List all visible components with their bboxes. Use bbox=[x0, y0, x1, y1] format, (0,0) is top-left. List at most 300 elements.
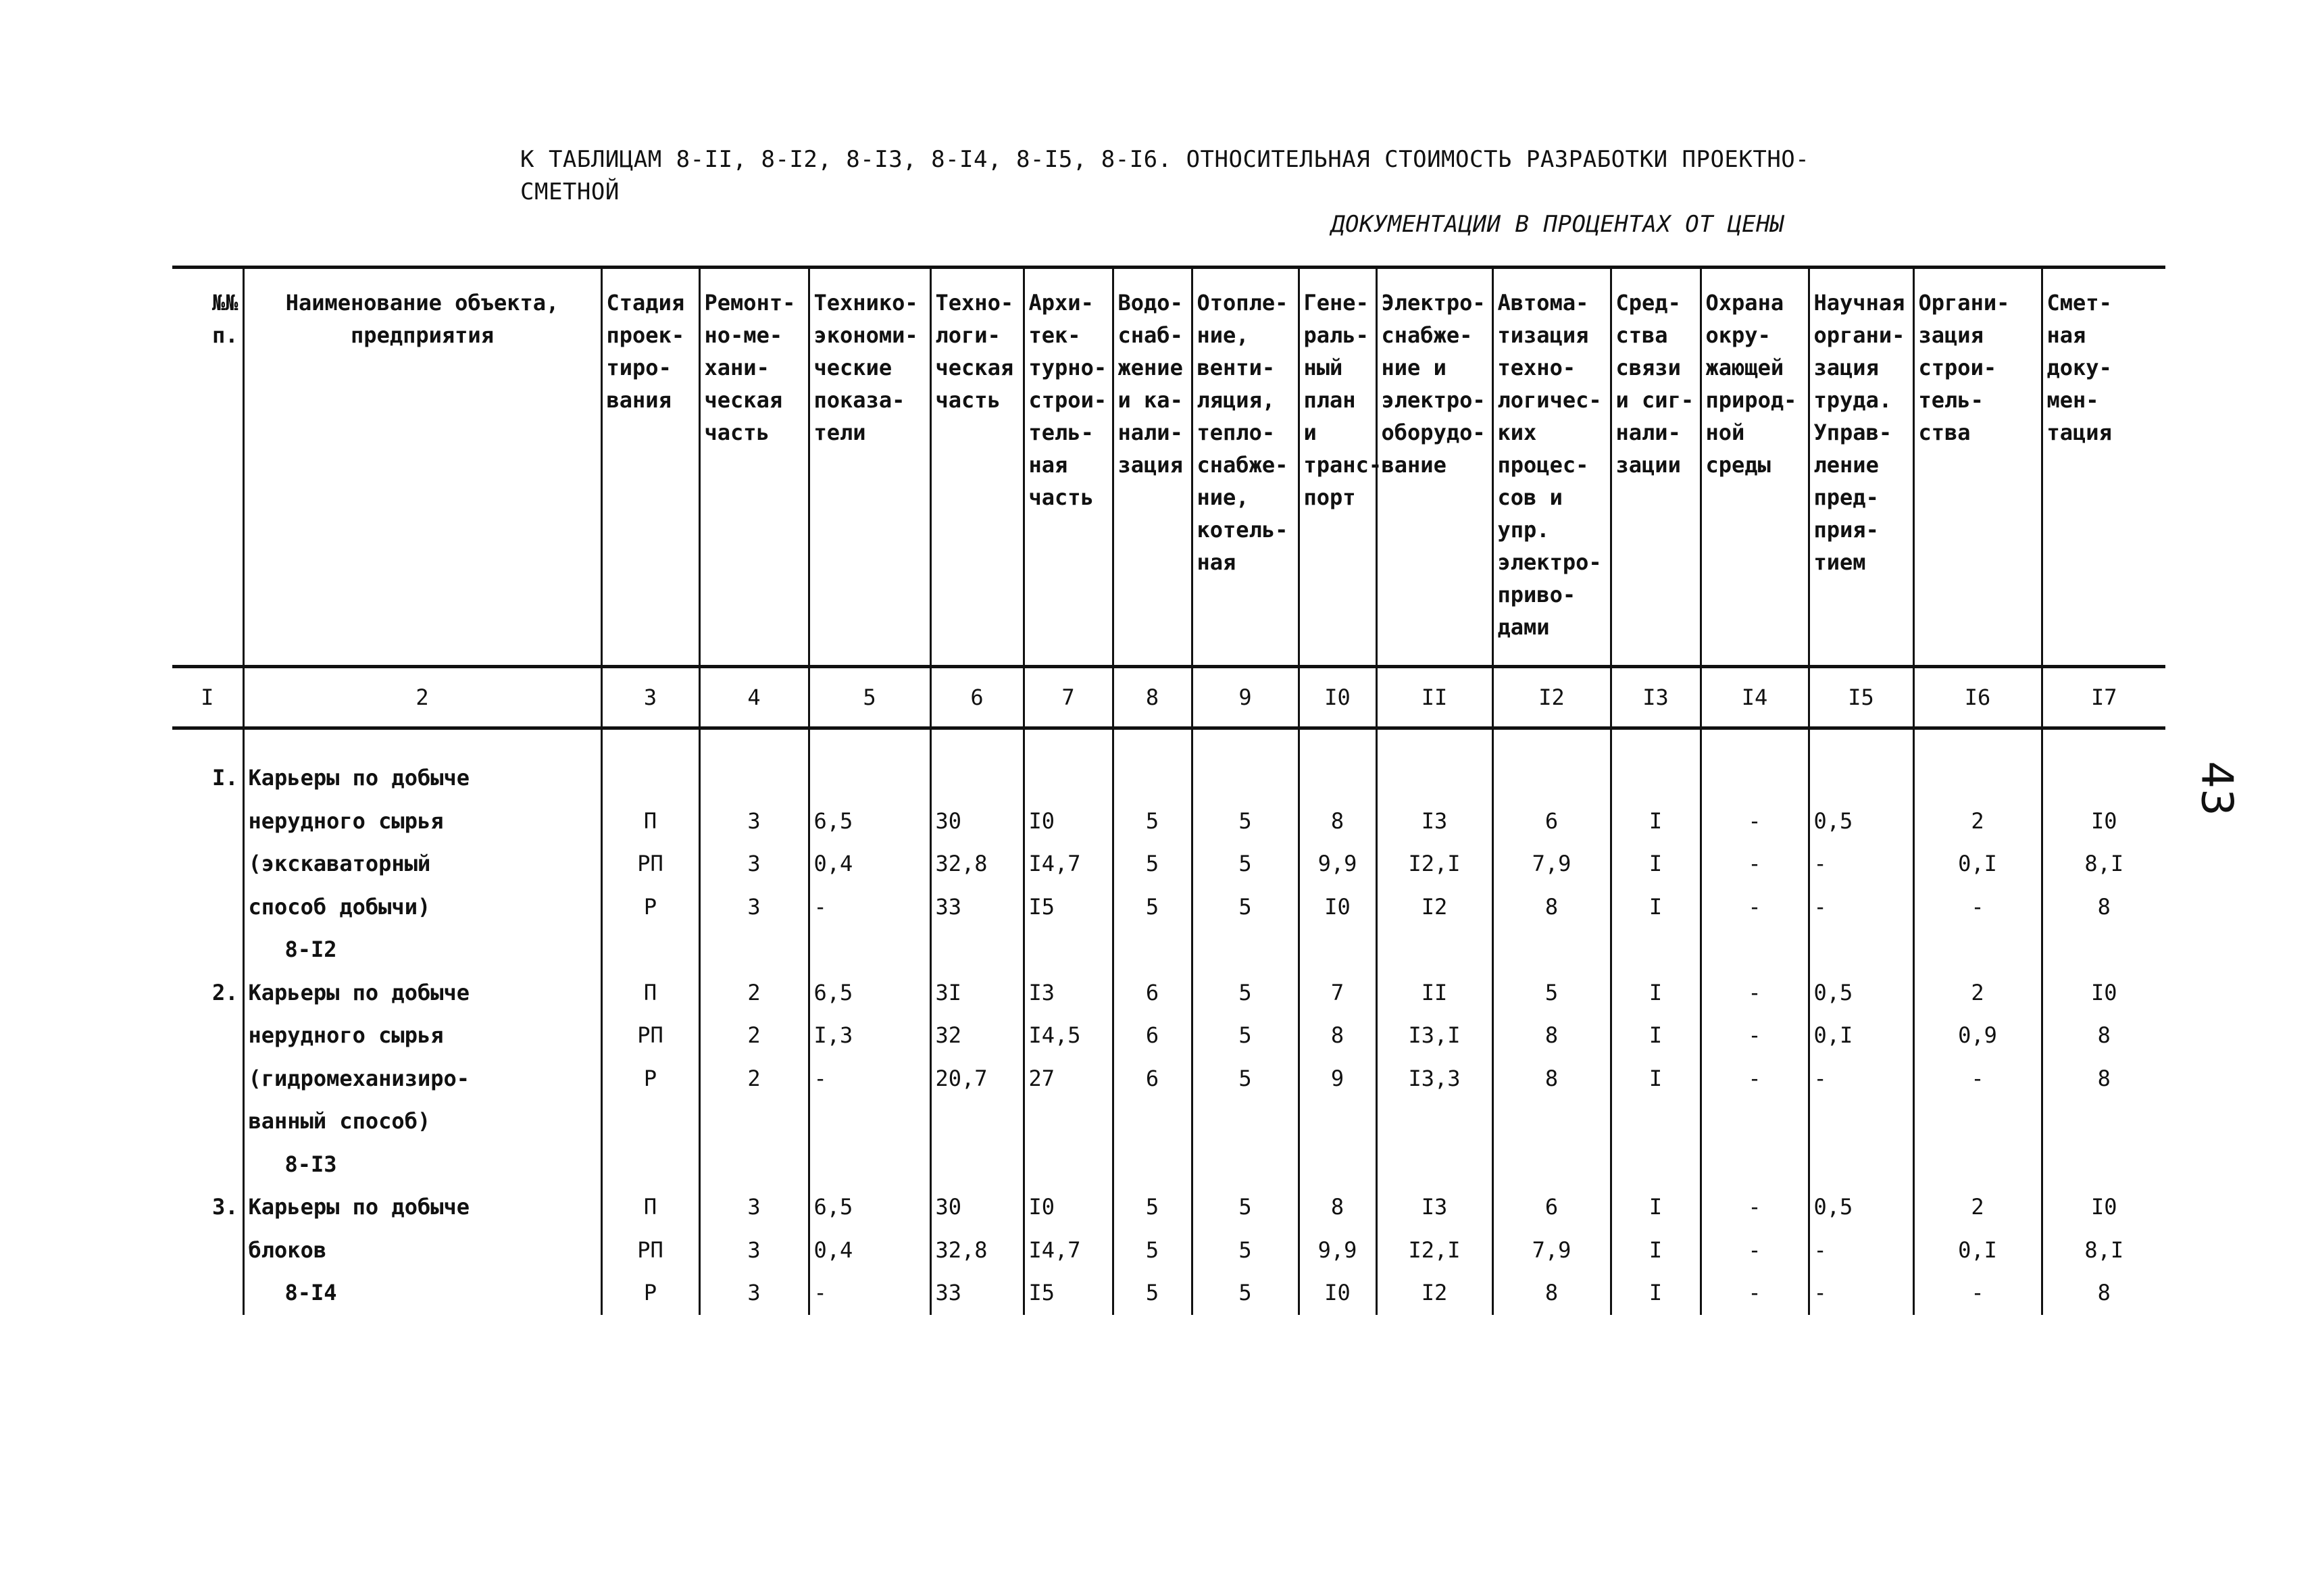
title-line-1: К ТАБЛИЦАМ 8-II, 8-I2, 8-I3, 8-I4, 8-I5, 8-I6. ОТНОСИТЕЛЬНАЯ СТОИМОСТЬ РАЗРАБОТКИ ПРОЕКТНО-СМЕТНОЙ bbox=[520, 146, 1810, 205]
header-line: Архи- bbox=[1028, 290, 1094, 316]
object-name-cell: (экскаваторный bbox=[243, 843, 601, 886]
value-cell: I bbox=[1611, 800, 1701, 843]
value-cell: 7,9 bbox=[1492, 843, 1611, 886]
row-number-cell bbox=[172, 1100, 243, 1143]
value-cell: 8,I bbox=[2042, 843, 2165, 886]
header-line: труда. bbox=[1813, 387, 1892, 413]
header-line: ная bbox=[1197, 549, 1236, 575]
header-line: №№ bbox=[211, 290, 238, 316]
spacer-cell bbox=[1809, 728, 1913, 757]
value-cell: - bbox=[1701, 843, 1809, 886]
value-cell bbox=[1113, 1100, 1192, 1143]
header-line: ной bbox=[1705, 420, 1745, 445]
value-cell bbox=[1376, 1143, 1492, 1187]
value-cell: - bbox=[1913, 886, 2042, 929]
header-line: органи- bbox=[1813, 322, 1905, 348]
value-cell bbox=[1299, 1143, 1376, 1187]
value-cell: I bbox=[1611, 1014, 1701, 1057]
header-line: окру- bbox=[1705, 322, 1771, 348]
column-number-9: 9 bbox=[1192, 667, 1299, 728]
header-line: ние и bbox=[1381, 355, 1447, 380]
value-cell: 0,4 bbox=[809, 1229, 930, 1272]
spacer-cell bbox=[2042, 728, 2165, 757]
object-name-cell: блоков bbox=[243, 1229, 601, 1272]
value-cell: - bbox=[1701, 972, 1809, 1015]
value-cell: 7,9 bbox=[1492, 1229, 1611, 1272]
value-cell bbox=[699, 928, 809, 972]
header-line: хани- bbox=[704, 355, 770, 380]
value-cell: 5 bbox=[1192, 1229, 1299, 1272]
spacer-cell bbox=[1913, 728, 2042, 757]
header-line: упр. bbox=[1497, 517, 1550, 543]
value-cell: 5 bbox=[1492, 972, 1611, 1015]
value-cell bbox=[601, 1100, 699, 1143]
value-cell bbox=[1913, 757, 2042, 800]
spacer-cell bbox=[809, 728, 930, 757]
value-cell: I bbox=[1611, 843, 1701, 886]
value-cell: 5 bbox=[1113, 1186, 1192, 1229]
value-cell: 5 bbox=[1113, 1229, 1192, 1272]
value-cell: 5 bbox=[1113, 843, 1192, 886]
header-line: Технико- bbox=[813, 290, 918, 316]
row-number-cell: I. bbox=[211, 765, 238, 791]
row-number-cell bbox=[172, 1143, 243, 1187]
header-line: электро- bbox=[1497, 549, 1602, 575]
header-line: порт bbox=[1303, 484, 1356, 510]
value-cell: I3,3 bbox=[1376, 1057, 1492, 1101]
value-cell bbox=[1192, 1100, 1299, 1143]
value-cell: 30 bbox=[930, 800, 1024, 843]
value-cell: 0,I bbox=[1913, 1229, 2042, 1272]
value-cell: 32,8 bbox=[930, 1229, 1024, 1272]
header-line: Гене- bbox=[1303, 290, 1369, 316]
value-cell bbox=[2042, 928, 2165, 972]
value-cell bbox=[1701, 1100, 1809, 1143]
value-cell: I0 bbox=[2042, 1186, 2165, 1229]
value-cell: I bbox=[1611, 972, 1701, 1015]
header-line: ный bbox=[1303, 355, 1343, 380]
value-cell bbox=[1611, 1143, 1701, 1187]
value-cell bbox=[601, 928, 699, 972]
column-number-11: II bbox=[1376, 667, 1492, 728]
value-cell: 8 bbox=[1299, 800, 1376, 843]
header-line: предприятия bbox=[351, 322, 494, 348]
spacer-cell bbox=[243, 728, 601, 757]
value-cell: 8 bbox=[2042, 1272, 2165, 1315]
value-cell: I3 bbox=[1376, 800, 1492, 843]
column-header-2 bbox=[243, 268, 601, 667]
value-cell bbox=[699, 1100, 809, 1143]
value-cell: 0,5 bbox=[1809, 1186, 1913, 1229]
header-line: среды bbox=[1705, 452, 1771, 478]
column-number-1: I bbox=[172, 667, 243, 728]
value-cell bbox=[809, 928, 930, 972]
value-cell: 2 bbox=[699, 1057, 809, 1101]
value-cell: П bbox=[601, 1186, 699, 1229]
value-cell: - bbox=[1701, 886, 1809, 929]
column-number-13: I3 bbox=[1611, 667, 1701, 728]
object-name-cell: Карьеры по добыче bbox=[243, 757, 601, 800]
header-line: зация bbox=[1813, 355, 1879, 380]
value-cell: 5 bbox=[1192, 1272, 1299, 1315]
value-cell bbox=[1376, 757, 1492, 800]
value-cell bbox=[1913, 1100, 2042, 1143]
value-cell bbox=[1024, 928, 1113, 972]
value-cell: I2 bbox=[1376, 1272, 1492, 1315]
header-line: нали- bbox=[1615, 420, 1681, 445]
value-cell bbox=[1113, 928, 1192, 972]
table-row bbox=[172, 928, 2165, 972]
header-line: снабже- bbox=[1197, 452, 1288, 478]
spacer-cell bbox=[699, 728, 809, 757]
header-line: снаб- bbox=[1117, 322, 1183, 348]
column-number-14: I4 bbox=[1701, 667, 1809, 728]
table-row bbox=[172, 1186, 2165, 1229]
value-cell: 5 bbox=[1192, 1014, 1299, 1057]
spacer-cell bbox=[930, 728, 1024, 757]
value-cell: I5 bbox=[1024, 886, 1113, 929]
value-cell: 5 bbox=[1113, 1272, 1192, 1315]
header-line: сов и bbox=[1497, 484, 1563, 510]
spacer-cell bbox=[1024, 728, 1113, 757]
value-cell: - bbox=[1913, 1272, 2042, 1315]
header-line: показа- bbox=[813, 387, 905, 413]
header-line: строи- bbox=[1028, 387, 1107, 413]
row-number-cell bbox=[172, 1272, 243, 1315]
spacer-cell bbox=[1701, 728, 1809, 757]
value-cell bbox=[930, 1100, 1024, 1143]
value-cell: 9,9 bbox=[1299, 843, 1376, 886]
value-cell bbox=[1809, 1143, 1913, 1187]
header-line: тели bbox=[813, 420, 866, 445]
value-cell: 9 bbox=[1299, 1057, 1376, 1101]
value-cell bbox=[809, 1143, 930, 1187]
value-cell bbox=[1113, 1143, 1192, 1187]
header-line: процес- bbox=[1497, 452, 1589, 478]
value-cell: 30 bbox=[930, 1186, 1024, 1229]
value-cell: - bbox=[809, 1057, 930, 1101]
column-number-3: 3 bbox=[601, 667, 699, 728]
table-row bbox=[172, 843, 2165, 886]
value-cell: II bbox=[1376, 972, 1492, 1015]
header-line: Смет- bbox=[2046, 290, 2112, 316]
page-number: 43 bbox=[2191, 761, 2242, 816]
row-number-cell bbox=[172, 843, 243, 886]
value-cell: 8 bbox=[1492, 886, 1611, 929]
value-cell: П bbox=[601, 972, 699, 1015]
value-cell: 3I bbox=[930, 972, 1024, 1015]
value-cell: 8 bbox=[2042, 1057, 2165, 1101]
value-cell bbox=[1492, 928, 1611, 972]
header-line: ние, bbox=[1197, 484, 1249, 510]
table-row bbox=[172, 757, 2165, 800]
column-header-15 bbox=[1809, 268, 1913, 667]
value-cell: I bbox=[1611, 1272, 1701, 1315]
value-cell: РП bbox=[601, 1229, 699, 1272]
value-cell bbox=[809, 757, 930, 800]
value-cell: 6 bbox=[1113, 972, 1192, 1015]
value-cell: I4,7 bbox=[1024, 843, 1113, 886]
header-line: Водо- bbox=[1117, 290, 1183, 316]
header-line: ческая bbox=[935, 355, 1014, 380]
value-cell: I3,I bbox=[1376, 1014, 1492, 1057]
spacer-cell bbox=[1611, 728, 1701, 757]
value-cell bbox=[930, 928, 1024, 972]
spacer-row bbox=[172, 728, 2165, 757]
column-number-12: I2 bbox=[1492, 667, 1611, 728]
column-header-1 bbox=[172, 268, 243, 667]
value-cell: I3 bbox=[1376, 1186, 1492, 1229]
header-line: природ- bbox=[1705, 387, 1797, 413]
table-row bbox=[172, 800, 2165, 843]
value-cell bbox=[2042, 1100, 2165, 1143]
header-line: ная bbox=[1028, 452, 1068, 478]
header-line: турно- bbox=[1028, 355, 1107, 380]
value-cell: - bbox=[1913, 1057, 2042, 1101]
object-name-cell: (гидромеханизиро- bbox=[243, 1057, 601, 1101]
spacer-cell bbox=[1299, 728, 1376, 757]
value-cell: 32,8 bbox=[930, 843, 1024, 886]
value-cell: 6,5 bbox=[809, 800, 930, 843]
value-cell: 32 bbox=[930, 1014, 1024, 1057]
header-line: проек- bbox=[606, 322, 685, 348]
value-cell: 8 bbox=[1299, 1014, 1376, 1057]
header-line: снабже- bbox=[1381, 322, 1473, 348]
column-number-15: I5 bbox=[1809, 667, 1913, 728]
value-cell bbox=[699, 757, 809, 800]
value-cell: 3 bbox=[699, 843, 809, 886]
column-number-5: 5 bbox=[809, 667, 930, 728]
spacer-cell bbox=[1113, 728, 1192, 757]
value-cell: П bbox=[601, 800, 699, 843]
value-cell: 0,5 bbox=[1809, 800, 1913, 843]
table-row bbox=[172, 1057, 2165, 1101]
value-cell bbox=[1024, 757, 1113, 800]
column-header-5 bbox=[809, 268, 930, 667]
column-number-2: 2 bbox=[243, 667, 601, 728]
value-cell: 2 bbox=[1913, 1186, 2042, 1229]
value-cell bbox=[1113, 757, 1192, 800]
value-cell: 5 bbox=[1192, 1057, 1299, 1101]
value-cell bbox=[699, 1143, 809, 1187]
value-cell bbox=[1299, 1100, 1376, 1143]
value-cell bbox=[930, 757, 1024, 800]
value-cell bbox=[1809, 757, 1913, 800]
value-cell: РП bbox=[601, 843, 699, 886]
header-line: Стадия bbox=[606, 290, 685, 316]
value-cell bbox=[1913, 1143, 2042, 1187]
object-name-cell: 8-I4 bbox=[243, 1272, 601, 1315]
value-cell bbox=[2042, 757, 2165, 800]
value-cell: 0,I bbox=[1809, 1014, 1913, 1057]
value-cell bbox=[1024, 1143, 1113, 1187]
value-cell: 5 bbox=[1192, 1186, 1299, 1229]
spacer-cell bbox=[1492, 728, 1611, 757]
row-number-cell bbox=[172, 1229, 243, 1272]
column-header-11 bbox=[1376, 268, 1492, 667]
value-cell: 3 bbox=[699, 1229, 809, 1272]
header-line: Сред- bbox=[1615, 290, 1681, 316]
value-cell: 2 bbox=[699, 972, 809, 1015]
header-row bbox=[172, 268, 2165, 667]
value-cell: I4,7 bbox=[1024, 1229, 1113, 1272]
column-header-14 bbox=[1701, 268, 1809, 667]
header-line: п. bbox=[211, 322, 238, 348]
value-cell: I bbox=[1611, 1057, 1701, 1101]
value-cell: - bbox=[1701, 1057, 1809, 1101]
value-cell: I4,5 bbox=[1024, 1014, 1113, 1057]
value-cell bbox=[1701, 928, 1809, 972]
header-line: логи- bbox=[935, 322, 1001, 348]
column-header-6 bbox=[930, 268, 1024, 667]
value-cell bbox=[1701, 757, 1809, 800]
header-line: Охрана bbox=[1705, 290, 1784, 316]
header-line: техно- bbox=[1497, 355, 1576, 380]
header-line: приво- bbox=[1497, 582, 1576, 607]
value-cell bbox=[1376, 928, 1492, 972]
object-name-cell: нерудного сырья bbox=[243, 1014, 601, 1057]
document-title bbox=[520, 143, 1871, 241]
table-row bbox=[172, 1143, 2165, 1187]
value-cell: I5 bbox=[1024, 1272, 1113, 1315]
value-cell bbox=[809, 1100, 930, 1143]
header-line: Ремонт- bbox=[704, 290, 796, 316]
value-cell: РП bbox=[601, 1014, 699, 1057]
value-cell: 5 bbox=[1192, 800, 1299, 843]
value-cell bbox=[1611, 1100, 1701, 1143]
value-cell: - bbox=[1701, 1229, 1809, 1272]
header-line: ляция, bbox=[1197, 387, 1276, 413]
header-line: но-ме- bbox=[704, 322, 783, 348]
value-cell bbox=[1492, 757, 1611, 800]
header-line: пред- bbox=[1813, 484, 1879, 510]
header-line: тек- bbox=[1028, 322, 1081, 348]
spacer-cell bbox=[172, 728, 243, 757]
header-line: вание bbox=[1381, 452, 1447, 478]
column-number-row bbox=[172, 667, 2165, 728]
header-line: мен- bbox=[2046, 387, 2099, 413]
row-number-cell: 3. bbox=[211, 1194, 238, 1220]
value-cell: - bbox=[1701, 1272, 1809, 1315]
value-cell: I,3 bbox=[809, 1014, 930, 1057]
header-line: нали- bbox=[1117, 420, 1183, 445]
header-line: доку- bbox=[2046, 355, 2112, 380]
table-body bbox=[172, 728, 2165, 1315]
value-cell: I3 bbox=[1024, 972, 1113, 1015]
object-name-cell: 8-I2 bbox=[243, 928, 601, 972]
value-cell bbox=[1611, 928, 1701, 972]
header-line: тепло- bbox=[1197, 420, 1276, 445]
header-line: жающей bbox=[1705, 355, 1784, 380]
header-line: ная bbox=[2046, 322, 2086, 348]
value-cell: 2 bbox=[1913, 800, 2042, 843]
value-cell bbox=[1024, 1100, 1113, 1143]
table-row bbox=[172, 1100, 2165, 1143]
value-cell bbox=[930, 1143, 1024, 1187]
header-line: тель- bbox=[1918, 387, 1984, 413]
header-line: связи bbox=[1615, 355, 1681, 380]
row-number-cell: 2. bbox=[211, 979, 238, 1005]
header-line: электро- bbox=[1381, 387, 1486, 413]
value-cell: I0 bbox=[2042, 972, 2165, 1015]
value-cell bbox=[601, 1143, 699, 1187]
object-name-cell: Карьеры по добыче bbox=[243, 1186, 601, 1229]
header-line: Отопле- bbox=[1197, 290, 1288, 316]
value-cell: 33 bbox=[930, 886, 1024, 929]
column-number-6: 6 bbox=[930, 667, 1024, 728]
header-line: тация bbox=[2046, 420, 2112, 445]
value-cell: 6,5 bbox=[809, 972, 930, 1015]
value-cell bbox=[1492, 1100, 1611, 1143]
value-cell: - bbox=[1809, 1272, 1913, 1315]
value-cell: 0,I bbox=[1913, 843, 2042, 886]
value-cell: - bbox=[1701, 1186, 1809, 1229]
value-cell: 3 bbox=[699, 1186, 809, 1229]
header-line: ние, bbox=[1197, 322, 1249, 348]
value-cell: 20,7 bbox=[930, 1057, 1024, 1101]
value-cell bbox=[2042, 1143, 2165, 1187]
value-cell: 2 bbox=[1913, 972, 2042, 1015]
value-cell: 6 bbox=[1492, 1186, 1611, 1229]
header-line: Научная bbox=[1813, 290, 1905, 316]
value-cell: - bbox=[1701, 1014, 1809, 1057]
header-line: ства bbox=[1918, 420, 1971, 445]
column-header-12 bbox=[1492, 268, 1611, 667]
column-number-7: 7 bbox=[1024, 667, 1113, 728]
value-cell: 8 bbox=[1492, 1057, 1611, 1101]
header-line: тиро- bbox=[606, 355, 672, 380]
column-header-4 bbox=[699, 268, 809, 667]
value-cell bbox=[1913, 928, 2042, 972]
value-cell: I0 bbox=[1299, 1272, 1376, 1315]
header-line: Органи- bbox=[1918, 290, 2010, 316]
value-cell: - bbox=[809, 886, 930, 929]
header-line: зация bbox=[1918, 322, 1984, 348]
header-line: часть bbox=[935, 387, 1001, 413]
object-name-cell: способ добычи) bbox=[243, 886, 601, 929]
header-line: ческая bbox=[704, 387, 783, 413]
header-line: строи- bbox=[1918, 355, 1997, 380]
column-header-3 bbox=[601, 268, 699, 667]
header-line: оборудо- bbox=[1381, 420, 1486, 445]
value-cell: 3 bbox=[699, 886, 809, 929]
value-cell: 8 bbox=[2042, 1014, 2165, 1057]
object-name-cell: нерудного сырья bbox=[243, 800, 601, 843]
column-number-8: 8 bbox=[1113, 667, 1192, 728]
header-line: ких bbox=[1497, 420, 1537, 445]
value-cell bbox=[1809, 1100, 1913, 1143]
value-cell: 6 bbox=[1113, 1014, 1192, 1057]
header-line: дами bbox=[1497, 614, 1550, 640]
spacer-cell bbox=[1192, 728, 1299, 757]
header-line: часть bbox=[704, 420, 770, 445]
value-cell bbox=[1299, 928, 1376, 972]
header-line: и bbox=[1303, 420, 1317, 445]
value-cell: I bbox=[1611, 886, 1701, 929]
value-cell: 6 bbox=[1492, 800, 1611, 843]
value-cell: 5 bbox=[1113, 886, 1192, 929]
header-line: часть bbox=[1028, 484, 1094, 510]
value-cell bbox=[1701, 1143, 1809, 1187]
value-cell: - bbox=[1701, 800, 1809, 843]
value-cell: 9,9 bbox=[1299, 1229, 1376, 1272]
value-cell: 2 bbox=[699, 1014, 809, 1057]
value-cell: I bbox=[1611, 1186, 1701, 1229]
value-cell: I2,I bbox=[1376, 1229, 1492, 1272]
table-row bbox=[172, 972, 2165, 1015]
header-line: тием bbox=[1813, 549, 1866, 575]
header-line: транс- bbox=[1303, 452, 1382, 478]
